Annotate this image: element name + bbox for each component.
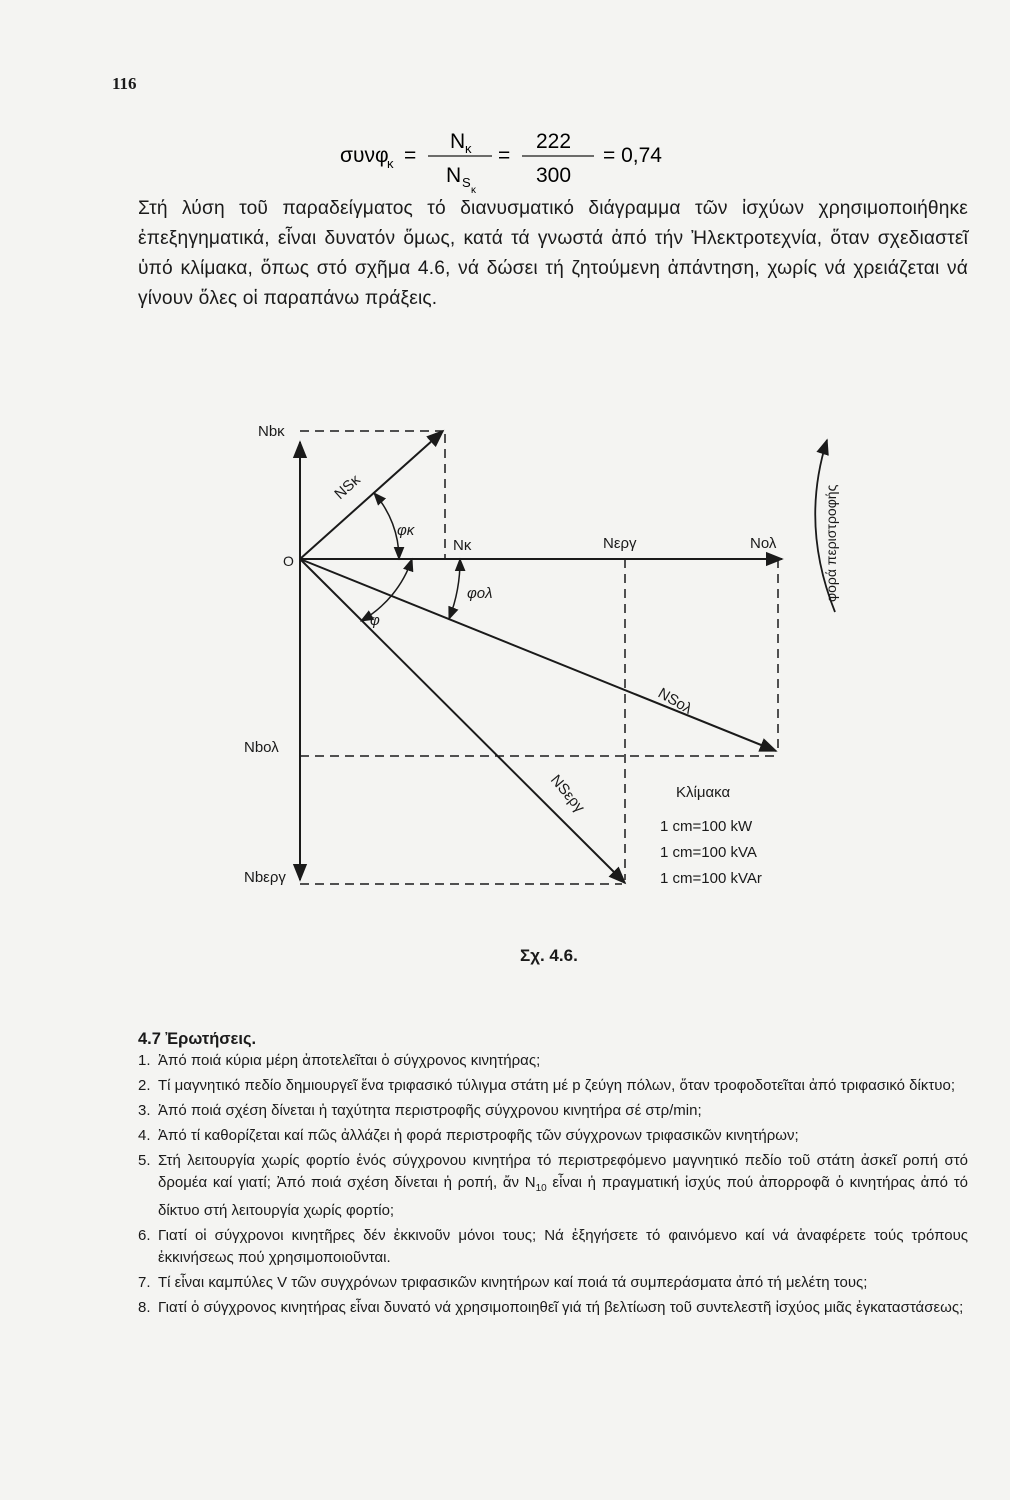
page-number: 116 [112, 74, 137, 93]
question-number: 6. [138, 1227, 151, 1244]
label-nk: Nκ [453, 537, 472, 554]
question-text: Τί εἶναι καμπύλες V τῶν συγχρόνων τριφασικῶν κινητήρων καί ποιά τά συμπεράσματα ἀπό τή μελέτη τους; [158, 1274, 868, 1291]
question-number: 1. [138, 1052, 151, 1069]
questions-list [138, 1050, 968, 1322]
question-text: Ἀπό τί καθορίζεται καί πῶς ἀλλάζει ἡ φορά περιστροφῆς τῶν σύγχρονων τριφασικῶν κινητήρων; [158, 1127, 799, 1144]
question-text: Γιατί ὁ σύγχρονος κινητήρας εἶναι δυνατό νά χρησιμοποιηθεῖ γιά τή βελτίωση τοῦ συντελεστῆ ἰσχύος μιᾶς ἐγκαταστάσεως; [158, 1299, 964, 1316]
formula-lhs: συνφ [340, 144, 389, 167]
question-text: Τί μαγνητικό πεδίο δημιουργεῖ ἕνα τριφασικό τύλιγμα στάτη μέ p ζεύγη πόλων, ὅταν τροφοδοτεῖται ἀπό τριφασικό δίκτυο; [158, 1077, 955, 1094]
scale-line-kvar: 1 cm=100 kVAr [660, 870, 762, 887]
arc-phiol [449, 559, 460, 619]
arc-phik [374, 493, 399, 559]
vector-nsk [300, 431, 443, 559]
label-nol: Nολ [750, 535, 777, 552]
question-number: 8. [138, 1299, 151, 1316]
question-text-b: εἶναι ἡ πραγματική ἰσχύς πού ἀπορροφᾶ ὁ κινητήρας ἀπό τό δίκτυο στή λειτουργία χωρίς φορτίο; [158, 1174, 968, 1219]
scale-line-kw: 1 cm=100 kW [660, 818, 753, 835]
figure-caption: Σχ. 4.6. [520, 946, 578, 965]
label-phik: φκ [397, 522, 415, 539]
question-number: 7. [138, 1274, 151, 1291]
question-text: Ἀπό ποιά σχέση δίνεται ἡ ταχύτητα περιστροφῆς σύγχρονου κινητήρα σέ στρ/min; [158, 1102, 702, 1119]
vector-nsol [300, 559, 776, 751]
label-phiol: φολ [467, 585, 493, 602]
label-rotation: φορά περιστροφής [823, 484, 839, 602]
question-text-a: Στή λειτουργία χωρίς φορτίο ἑνός σύγχρονου κινητήρα τό περιστρεφόμενο μαγνητικό πεδίο τοῦ στάτη ἀσκεῖ ροπή στό δρομέα καί γιατί; Ἀπό ποιά σχέση δίνεται ἡ ροπή, ἄν N [158, 1152, 968, 1191]
question-item [138, 1272, 968, 1294]
formula-frac1-num-sub: κ [465, 141, 472, 156]
question-item [138, 1100, 968, 1122]
question-item [138, 1125, 968, 1147]
formula-eq2: = [498, 144, 511, 167]
formula-frac1-den-subsub: κ [471, 185, 476, 196]
question-number: 4. [138, 1127, 151, 1144]
label-nerg: Nεργ [603, 535, 637, 552]
question-number: 2. [138, 1077, 151, 1094]
questions-heading: 4.7 Ἐρωτήσεις. [138, 1030, 257, 1048]
label-nbol: Nbολ [244, 739, 279, 756]
formula-frac2-num: 222 [536, 130, 572, 153]
formula-lhs-sub: κ [387, 156, 394, 171]
label-phi: φ [370, 612, 380, 629]
label-nberg: Nbεργ [244, 869, 286, 886]
formula-frac1-num: N [450, 130, 466, 153]
question-item [138, 1050, 968, 1072]
formula-frac1-den-sub: S [462, 175, 471, 190]
question-item [138, 1075, 968, 1097]
question-number: 5. [138, 1152, 151, 1169]
intro-paragraph: Στή λύση τοῦ παραδείγματος τό διανυσματικό διάγραμμα τῶν ἰσχύων χρησιμοποιήθηκε ἐπεξηγηματικά, εἶναι δυνατόν ὅμως, κατά τά γνωστά ἀπό τήν Ἠλεκτροτεχνία, ὅταν σχεδιαστεῖ ὑπό κλίμακα, ὅπως στό σχῆμα 4.6, νά δώσει τή ζητούμενη ἀπάντηση, χωρίς νά χρειάζεται νά γίνουν ὅλες οἱ παραπάνω πράξεις. [138, 198, 968, 309]
label-nbk: Nbκ [258, 423, 285, 440]
vector-nserg [300, 559, 625, 883]
question-item [138, 1297, 968, 1319]
formula-result: = 0,74 [603, 144, 662, 167]
scale-title: Κλίμακα [676, 784, 731, 801]
question-text: Γιατί οἱ σύγχρονοι κινητῆρες δέν ἐκκινοῦν μόνοι τους; Νά ἐξηγήσετε τό φαινόμενο καί νά ἀναφέρετε τούς τρόπους ἐκκινήσεως πού χρησιμοποιοῦνται. [158, 1227, 968, 1266]
formula-frac1-den: N [446, 164, 462, 187]
scale-line-kva: 1 cm=100 kVA [660, 844, 757, 861]
label-nsk: NSκ [331, 471, 364, 503]
formula-eq1: = [404, 144, 417, 167]
label-origin: O [283, 553, 294, 569]
question-number: 3. [138, 1102, 151, 1119]
question-text: Ἀπό ποιά κύρια μέρη ἀποτελεῖται ὁ σύγχρονος κινητήρας; [158, 1052, 541, 1069]
question-item [138, 1150, 968, 1222]
formula-frac2-den: 300 [536, 164, 572, 187]
question-subscript: 10 [535, 1183, 547, 1194]
question-item [138, 1225, 968, 1269]
label-nserg: NSεργ [546, 771, 588, 816]
arc-phi [361, 559, 412, 621]
label-nsol: NSολ [655, 684, 696, 718]
